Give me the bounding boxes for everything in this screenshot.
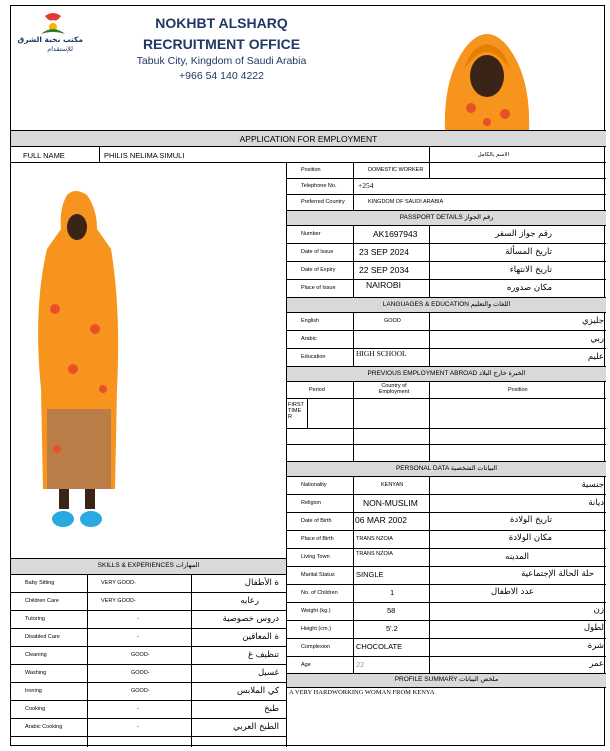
place-of-birth-label-ar: مكان الولادة xyxy=(508,533,552,543)
skill-cooking-value: - xyxy=(137,706,139,712)
skill-arabic-cooking-value: - xyxy=(137,724,139,730)
place-of-issue-label-ar: مكان صدوره xyxy=(506,283,552,293)
full-name-label: FULL NAME xyxy=(23,151,65,160)
complexion-label-ar: شرة xyxy=(587,641,604,651)
skills-section-title: SKILLS & EXPERIENCES المهارات xyxy=(97,562,200,569)
telephone-label: Telephone No. xyxy=(301,183,337,189)
passport-number-label: Number xyxy=(301,231,321,237)
preferred-country-label: Preferred Country xyxy=(301,199,345,205)
employment-section-title: PREVIOUS EMPLOYMENT ABROAD الخبرة خارج البلاد xyxy=(367,370,526,377)
date-of-birth-value: 06 MAR 2002 xyxy=(355,515,407,525)
skill-tutoring-value: - xyxy=(137,616,139,622)
arabic-label-ar: ربي xyxy=(590,334,604,344)
skill-arabic-cooking-label-ar: الطبخ العربي xyxy=(233,722,279,732)
company-phone: +966 54 140 4222 xyxy=(179,70,264,82)
preferred-country-value: KINGDOM OF SAUDI ARABIA xyxy=(368,199,444,205)
skill-disabled-care-label: Disabled Care xyxy=(25,634,60,640)
religion-label-ar: ديانة xyxy=(588,498,604,508)
skill-disabled-care-label-ar: ة المعاقين xyxy=(242,632,279,642)
marital-status-value: SINGLE xyxy=(356,570,384,579)
skill-cleaning-value: GOOD- xyxy=(131,652,150,658)
skill-tutoring-label: Tutoring xyxy=(25,616,45,622)
marital-status-label: Marital Status xyxy=(301,572,335,578)
skill-baby-sitting-label-ar: ة الأطفال xyxy=(244,578,279,588)
languages-section-title: LANGUAGES & EDUCATION اللغات والتعليم xyxy=(382,301,511,308)
date-of-birth-label: Date of Birth xyxy=(301,518,332,524)
profile-summary-text: A VERY HARDWORKING WOMAN FROM KENYA xyxy=(289,689,435,696)
skill-baby-sitting-label: Baby Sitting xyxy=(25,580,55,586)
skill-ironing-label: Ironing xyxy=(25,688,42,694)
date-of-issue-label: Date of Issue xyxy=(301,249,334,255)
employment-first-time: FIRST TIME R xyxy=(288,402,304,421)
application-form xyxy=(10,5,605,746)
passport-photo xyxy=(435,18,539,131)
height-value: 5'.2 xyxy=(386,624,398,633)
telephone-value: +254 xyxy=(358,181,374,190)
date-of-expiry-value: 22 SEP 2034 xyxy=(359,265,409,275)
age-value: 22 xyxy=(356,660,365,669)
living-town-label-ar: المدينه xyxy=(505,552,529,562)
logo-text-line2: للإستقدام xyxy=(47,45,73,53)
employment-col-period: Period xyxy=(309,387,325,393)
religion-label: Religion xyxy=(301,500,321,506)
skill-tutoring-label-ar: دروس خصوصية xyxy=(222,614,279,624)
place-of-issue-label: Place of Issue xyxy=(301,285,336,291)
nationality-value: KENYAN xyxy=(381,482,404,488)
place-of-birth-label: Place of Birth xyxy=(301,536,334,542)
skill-washing-label-ar: غسيل xyxy=(257,668,279,678)
skill-cleaning-label: Cleaning xyxy=(25,652,47,658)
age-label: Age xyxy=(301,662,311,668)
skill-cleaning-label-ar: تنظيف غ xyxy=(247,650,279,660)
skill-ironing-value: GOOD- xyxy=(131,688,150,694)
living-town-label: Living Town xyxy=(301,554,330,560)
arabic-label: Arabic xyxy=(301,336,317,342)
english-value: GOOD xyxy=(384,318,401,324)
personal-section-title: PERSONAL DATA البيانات الشخصية xyxy=(395,465,498,472)
complexion-label: Complexion xyxy=(301,644,331,650)
employment-col-position: Position xyxy=(508,387,528,393)
nationality-label-ar: جنسية xyxy=(581,480,604,490)
company-location: Tabuk City, Kingdom of Saudi Arabia xyxy=(136,55,307,67)
profile-section-title: PROFILE SUMMARY ملخص البيانات xyxy=(394,676,499,683)
weight-label-ar: زن xyxy=(593,605,604,615)
place-of-issue-value: NAIROBI xyxy=(366,280,401,290)
full-name-label-ar: الاسم بالكامل xyxy=(477,152,509,158)
place-of-birth-value: TRANS NZOIA xyxy=(356,536,393,542)
date-of-birth-label-ar: تاريخ الولادة xyxy=(509,515,552,525)
skill-washing-label: Washing xyxy=(25,670,47,676)
religion-value: NON-MUSLIM xyxy=(363,498,418,508)
skill-baby-sitting-value: VERY GOOD- xyxy=(101,580,136,586)
living-town-value: TRANS NZOIA xyxy=(356,551,393,557)
company-name: NOKHBT ALSHARQ xyxy=(155,15,288,31)
english-label: English xyxy=(301,318,320,324)
education-value: HIGH SCHOOL xyxy=(356,349,407,358)
skill-ironing-label-ar: كي الملابس xyxy=(237,686,279,696)
skill-cooking-label: Cooking xyxy=(25,706,46,712)
education-label: Education xyxy=(301,354,326,360)
height-label-ar: لطول xyxy=(583,623,604,633)
skill-children-care-label-ar: رعايه xyxy=(240,596,259,606)
date-of-expiry-label: Date of Expiry xyxy=(301,267,336,273)
marital-status-label-ar: حلة الحالة الإجتماعية xyxy=(521,569,594,579)
company-logo xyxy=(17,12,83,56)
office-name: RECRUITMENT OFFICE xyxy=(142,36,301,52)
age-label-ar: عمر xyxy=(589,659,604,669)
employment-col-country: Country of Employment xyxy=(378,383,410,395)
english-label-ar: جليزي xyxy=(582,316,604,326)
logo-text-line1: مكتب نخبة الشرق xyxy=(17,35,83,44)
passport-number-value: AK1697943 xyxy=(373,229,418,239)
children-label-ar: عدد الاطفال xyxy=(490,587,534,597)
skill-arabic-cooking-label: Arabic Cooking xyxy=(25,724,63,730)
position-label: Position xyxy=(301,167,321,173)
education-label-ar: عليم xyxy=(587,352,604,362)
children-value: 1 xyxy=(390,588,395,597)
children-label: No. of Children xyxy=(301,590,338,596)
passport-section-title: PASSPORT DETAILS رقم الجواز xyxy=(399,214,494,221)
skill-children-care-value: VERY GOOD- xyxy=(101,598,136,604)
skill-washing-value: GOOD- xyxy=(131,670,150,676)
weight-value: 58 xyxy=(387,606,396,615)
position-value: DOMESTIC WORKER xyxy=(368,167,424,173)
date-of-issue-value: 23 SEP 2024 xyxy=(359,247,409,257)
date-of-issue-label-ar: تاريخ المسألة xyxy=(505,247,552,257)
complexion-value: CHOCOLATE xyxy=(356,642,403,651)
full-name-value: PHILIS NELIMA SIMULI xyxy=(104,151,185,160)
skill-children-care-label: Children Care xyxy=(25,598,59,604)
skill-cooking-label-ar: طبخ xyxy=(264,704,279,714)
application-title: APPLICATION FOR EMPLOYMENT xyxy=(239,134,378,144)
height-label: Height (cm.) xyxy=(301,626,331,632)
skill-disabled-care-value: - xyxy=(137,634,139,640)
weight-label: Weight (kg.) xyxy=(301,608,331,614)
nationality-label: Nationality xyxy=(301,482,327,488)
date-of-expiry-label-ar: تاريخ الانتهاء xyxy=(509,265,552,275)
passport-number-label-ar: رقم جواز السفر xyxy=(495,229,552,239)
full-body-photo xyxy=(25,189,125,539)
